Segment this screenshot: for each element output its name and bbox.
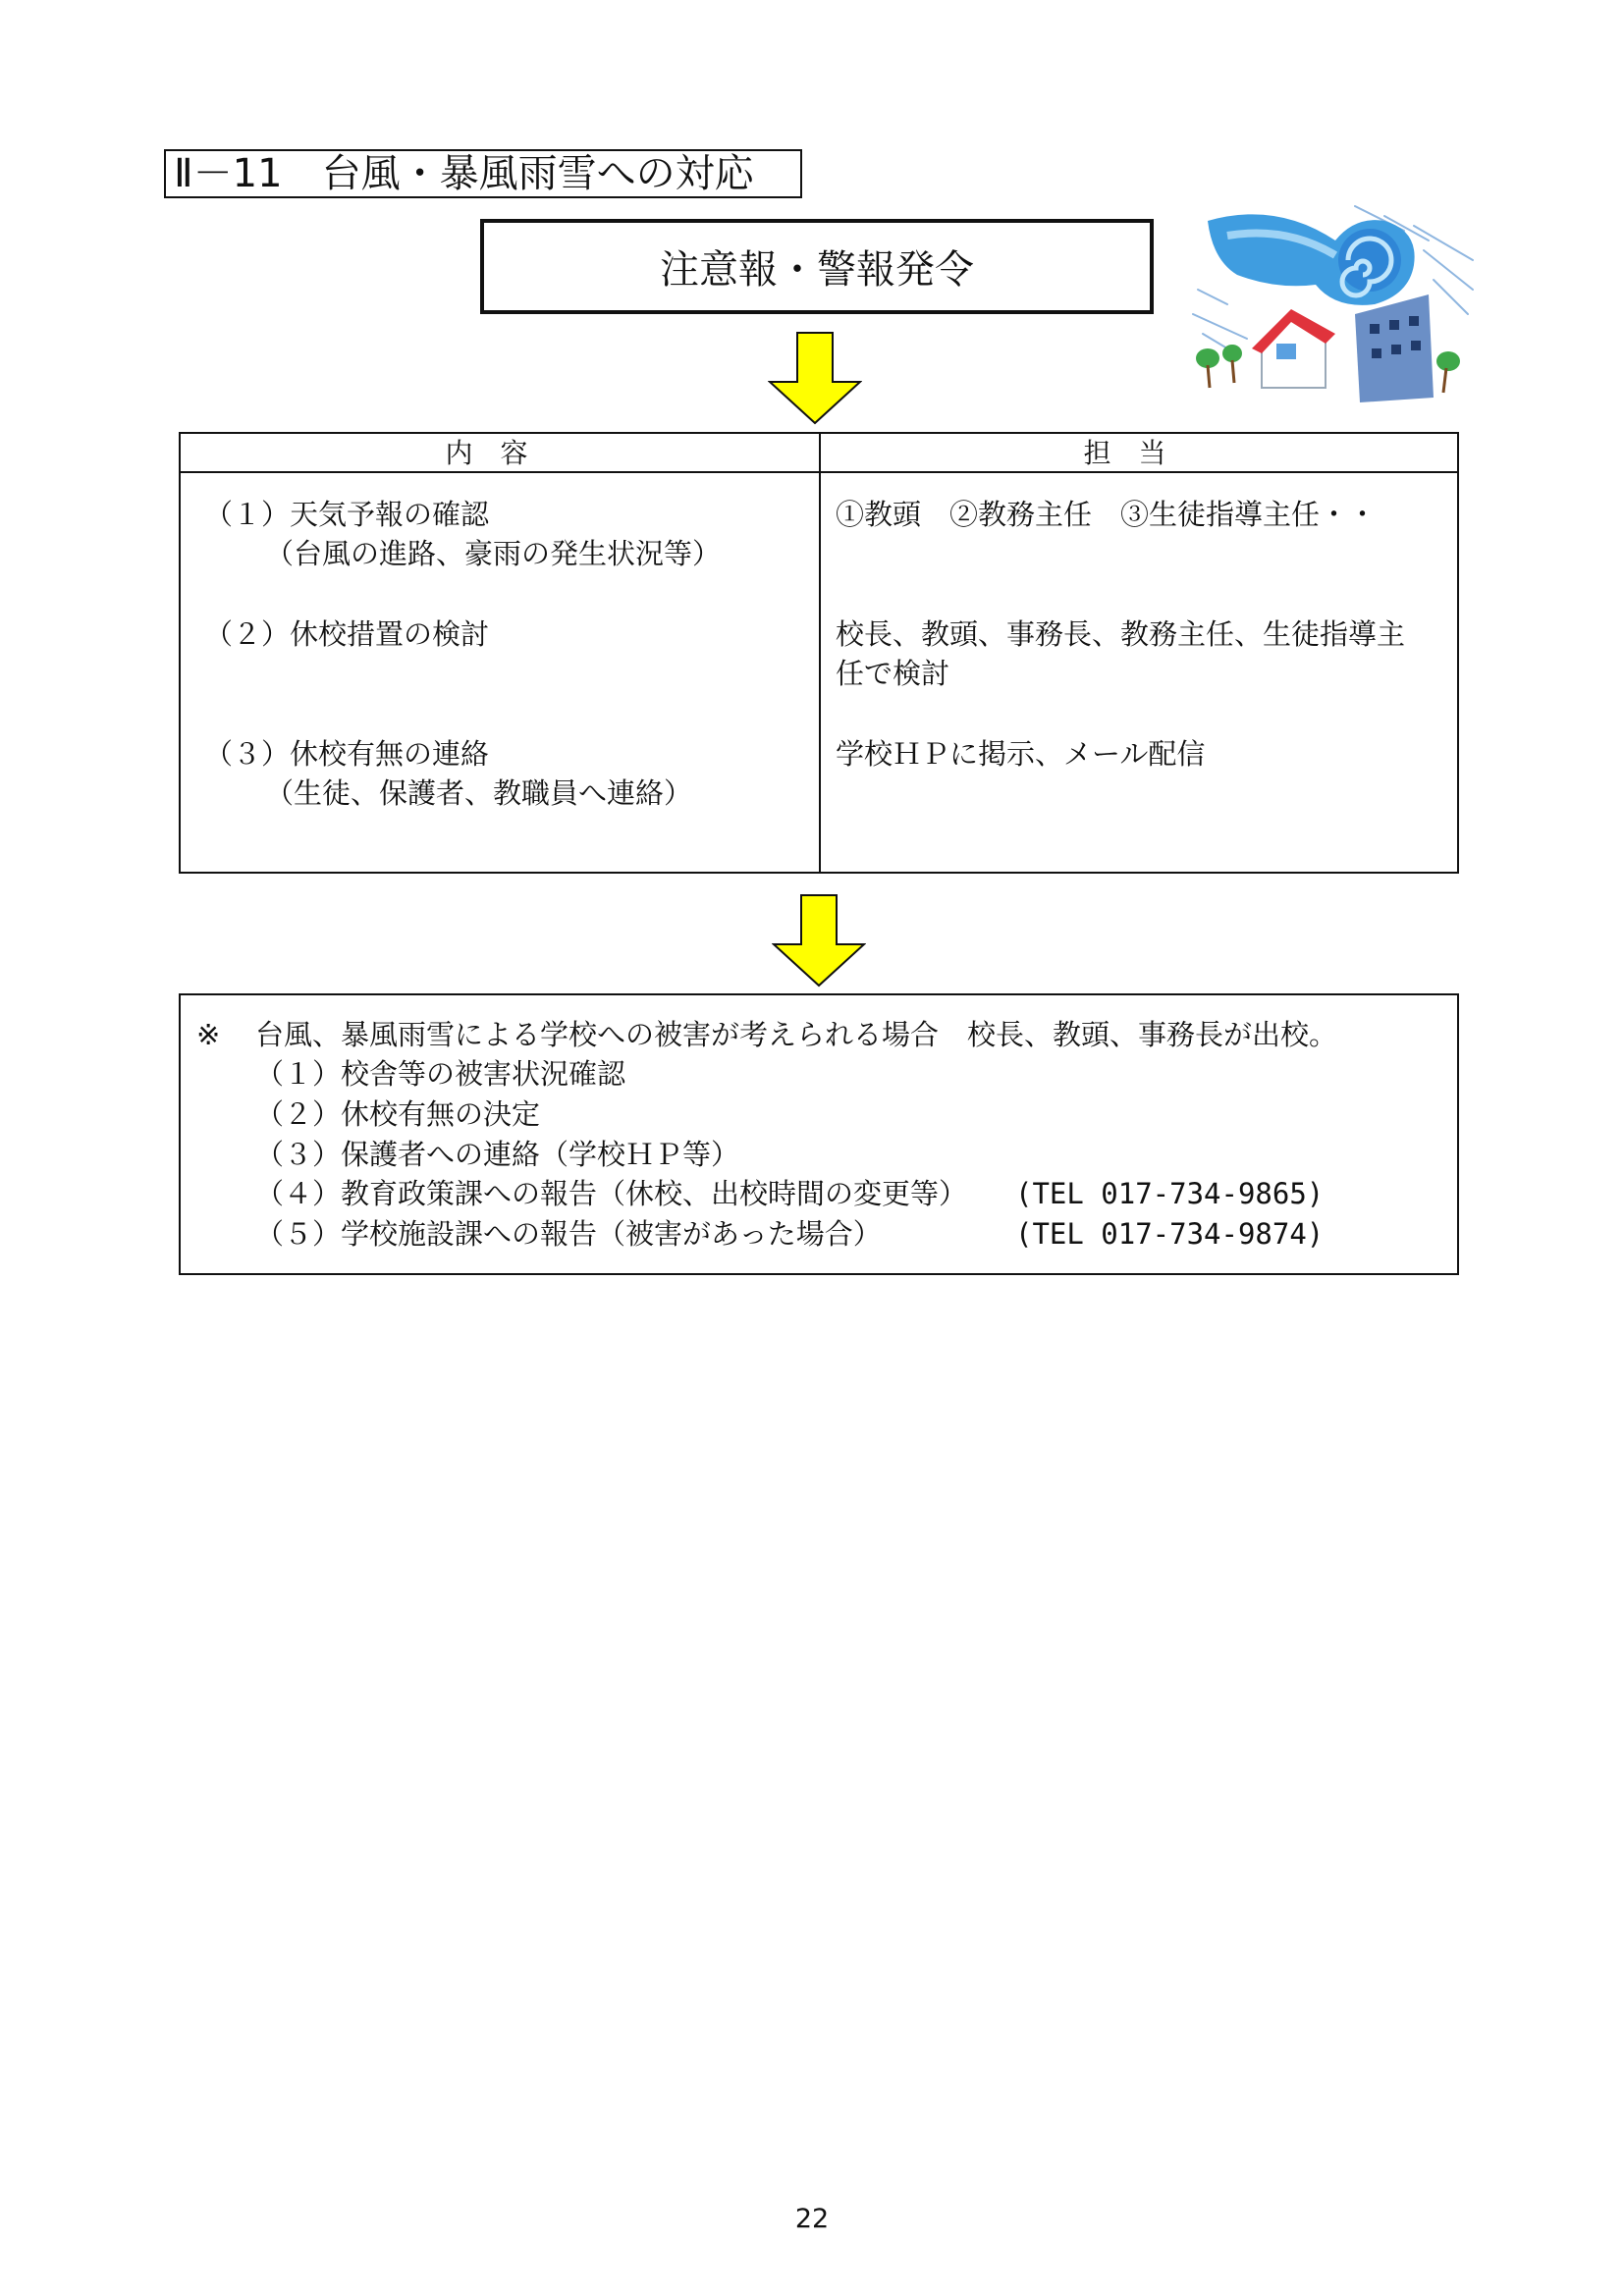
row-1-person: ①教頭 ②教務主任 ③生徒指導主任・・ — [836, 498, 1378, 531]
note-item-5: （５）学校施設課への報告（被害があった場合） — [255, 1217, 882, 1251]
warning-issued-label: 注意報・警報発令 — [660, 247, 974, 293]
down-arrow-icon — [772, 893, 866, 988]
row-2-person: 校長、教頭、事務長、教務主任、生徒指導主 — [836, 617, 1406, 651]
row-3-person: 学校ＨＰに掲示、メール配信 — [836, 737, 1206, 771]
typhoon-illustration — [1188, 196, 1483, 407]
section-title: Ⅱ－11 台風・暴風雨雪への対応 — [164, 149, 802, 198]
row-1-content: （１）天気予報の確認 — [204, 498, 490, 531]
header-content: 内容 — [181, 434, 820, 473]
row-2-content: （２）休校措置の検討 — [204, 617, 490, 651]
row-3-content: （３）休校有無の連絡 — [204, 737, 490, 771]
note-mark: ※ — [196, 1018, 221, 1051]
down-arrow-icon — [768, 331, 862, 425]
note-item-1: （１）校舎等の被害状況確認 — [255, 1057, 626, 1091]
page-number: 22 — [794, 2204, 830, 2234]
note-item-4: （４）教育政策課への報告（休校、出校時間の変更等） — [255, 1177, 968, 1210]
row-3-content-note: （生徒、保護者、教職員へ連絡） — [265, 776, 693, 810]
header-person-in-charge: 担当 — [820, 434, 1457, 473]
column-divider — [819, 434, 821, 872]
damage-response-note — [179, 993, 1459, 1275]
note-item-5-tel: (TEL 017-734-9874) — [1015, 1217, 1325, 1251]
warning-issued-box — [480, 219, 1154, 314]
note-intro: 台風、暴風雨雪による学校への被害が考えられる場合 校長、教頭、事務長が出校。 — [255, 1018, 1338, 1051]
row-1-content-note: （台風の進路、豪雨の発生状況等） — [265, 537, 722, 570]
row-2-person-cont: 任で検討 — [836, 657, 950, 690]
note-item-2: （２）休校有無の決定 — [255, 1097, 541, 1131]
response-table — [179, 432, 1459, 874]
note-item-3: （３）保護者への連絡（学校ＨＰ等） — [255, 1138, 740, 1171]
note-item-4-tel: (TEL 017-734-9865) — [1015, 1177, 1325, 1210]
